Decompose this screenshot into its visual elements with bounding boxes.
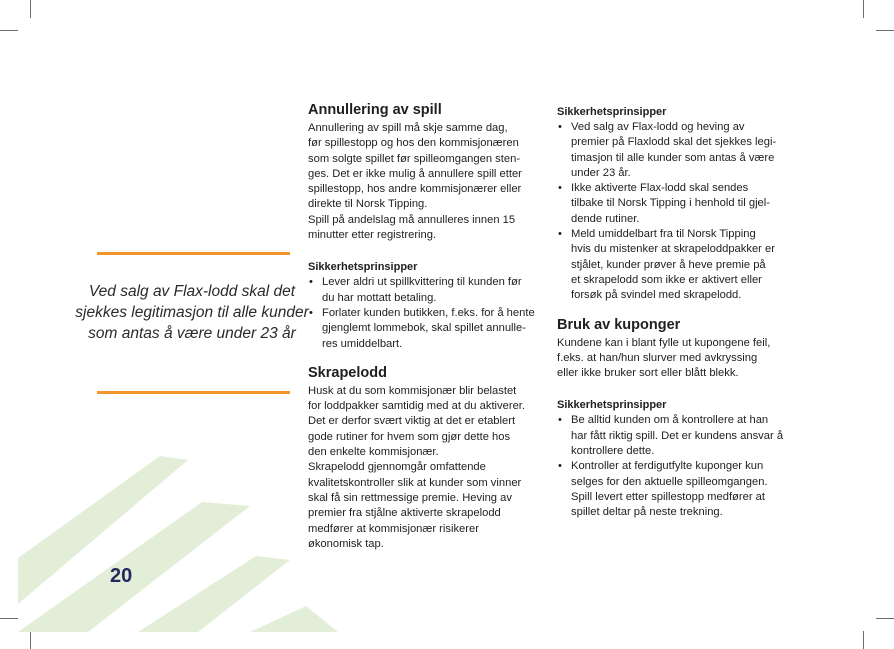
list-item: • Forlater kunden butikken, f.eks. for å hente gjenglemt lommebok, skal spillet annulle- res umiddelbart. [308, 306, 538, 352]
column-right [557, 105, 792, 521]
list-item: • Be alltid kunden om å kontrollere at han har fått riktig spill. Det er kundens ansvar å kontrollere dette. [557, 413, 792, 459]
column-left [308, 101, 538, 552]
heading-sikkerhet-1: Sikkerhetsprinsipper [308, 261, 418, 274]
heading-sikkerhet-3: Sikkerhetsprinsipper [557, 399, 667, 412]
list-item: • Ikke aktiverte Flax-lodd skal sendes tilbake til Norsk Tipping i henhold til gjel- dende rutiner. [557, 181, 792, 227]
list-item: • Ved salg av Flax-lodd og heving av premier på Flaxlodd skal det sjekkes legi- timasjon til alle kunder som antas å være under 23 år. [557, 120, 792, 181]
paragraph-annullering: Annullering av spill må skje samme dag, før spillestopp og hos den kommisjonæren som solgte spillet før spilleomgangen sten- ges. Det er ikke mulig å annullere spill etter spillestopp, hos andre kommisjonærer eller direkte til Norsk Tipping. Spill på andelslag må annulleres innen 15 minutter etter registrering. [308, 122, 522, 242]
list-item: • Kontroller at ferdigutfylte kuponger kun selges for den aktuelle spilleomgangen. Spill levert etter spillestopp medfører at spillet deltar på neste trekning. [557, 459, 792, 520]
list-item: • Meld umiddelbart fra til Norsk Tipping hvis du mistenker at skrapeloddpakker er stjålet, kunder prøver å heve premie på et skrapelodd som ikke er aktivert eller forsøk på svindel med skrapelodd. [557, 227, 792, 303]
paragraph-kuponger: Kundene kan i blant fylle ut kupongene feil, f.eks. at han/hun slurver med avkryssing eller ikke bruker sort eller blått blekk. [557, 336, 771, 380]
decor-stripe-4 [250, 606, 338, 632]
paragraph-skrapelodd: Husk at du som kommisjonær blir belastet for loddpakker samtidig med at du aktiverer. Det er derfor svært viktig at det er etablert gode rutiner for hvem som gjør dette hos den enkelte kommisjonær. Skrapelodd gjennomgår omfattende kvalitetskontroller slik at kunder som vinner skal få sin rettmessige premie. Heving av premier fra stjålne aktiverte skrapelodd medfører at kommisjonær risikerer økonomisk tap. [308, 384, 526, 550]
list-sikkerhet-2 [557, 120, 792, 304]
heading-sikkerhet-2: Sikkerhetsprinsipper [557, 106, 667, 118]
list-item: • Lever aldri ut spillkvittering til kunden før du har mottatt betaling. [308, 275, 538, 306]
heading-annullering: Annullering av spill [308, 102, 442, 118]
quote-rule-top [97, 252, 290, 255]
list-sikkerhet-1 [308, 275, 538, 351]
page-number: 20 [110, 565, 133, 587]
heading-kuponger: Bruk av kuponger [557, 316, 681, 333]
quote-rule-bottom [97, 391, 290, 394]
pull-quote: Ved salg av Flax-lodd skal det sjekkes legitimasjon til alle kunder som antas å være under 23 år [75, 283, 309, 342]
list-sikkerhet-3 [557, 413, 792, 520]
heading-skrapelodd: Skrapelodd [308, 364, 387, 381]
